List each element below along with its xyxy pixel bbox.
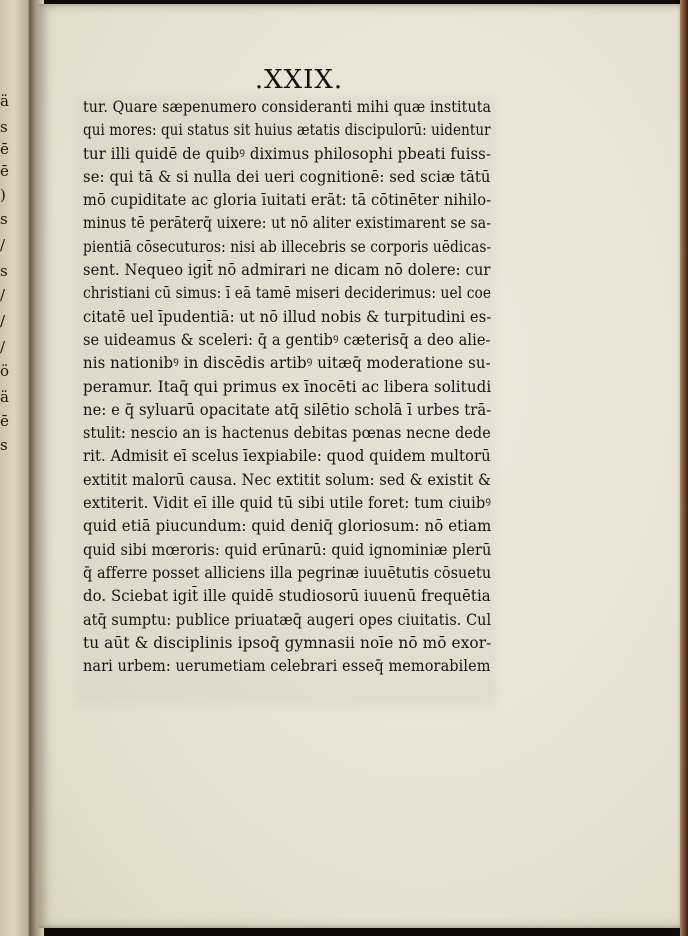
margin-mark: ) [0, 186, 6, 204]
text-line: extitit malorū causa. Nec extitit solum: sed & existit & [83, 470, 492, 489]
margin-mark: ē [0, 162, 9, 180]
text-line: pientiā cōsecuturos: nisi ab illecebris se corporis uēdicas- [83, 237, 492, 256]
text-line: minus tē perāterq̄ uixere: ut nō aliter existimarent se sa- [83, 214, 492, 233]
text-block [83, 96, 493, 678]
text-line: quid etiā piucundum: quid deniq̄ gloriosum: nō etiam [83, 517, 492, 536]
text-line: quid sibi mœroris: quid erūnarū: quid ignominiæ plerū [83, 540, 492, 559]
margin-mark: s [0, 118, 8, 136]
left-page-edge [0, 0, 30, 936]
margin-mark: / [0, 312, 6, 330]
page-edge [680, 0, 688, 936]
text-line: tur illi quidē de quibꝰ diximus philosophi pbeati fuiss- [83, 144, 492, 163]
margin-mark: / [0, 286, 6, 304]
text-line: se uideamus & sceleri: q̄ a gentibꝰ cæterisq̄ a deo alie- [83, 330, 491, 349]
margin-mark: / [0, 236, 6, 254]
text-line: ne: e q̄ syluarū opacitate atq̄ silētio scholā ī urbes trā- [83, 400, 492, 419]
text-line: stulit: nescio an is hactenus debitas pœnas necne dede [83, 424, 491, 443]
text-line: nari urbem: uerumetiam celebrari esseq̄ memorabilem [83, 657, 491, 676]
text-line: tur. Quare sæpenumero consideranti mihi quæ instituta [83, 98, 492, 116]
text-line: tu aūt & disciplinis ipsoq̄ gymnasii noīe nō mō exor- [83, 633, 492, 652]
text-line: do. Sciebat igit̄ ille quidē studiosorū iuuenū frequētia [83, 587, 491, 606]
text-line: citatē uel īpudentiā: ut nō illud nobis & turpitudini es- [83, 307, 492, 326]
margin-mark: ē [0, 140, 9, 158]
text-line: q̄ afferre posset alliciens illa pegrinæ iuuētutis cōsuetu [83, 563, 492, 582]
text-line: peramur. Itaq̄ qui primus ex īnocēti ac libera solitudi [83, 377, 492, 396]
text-line: rit. Admisit eī scelus īexpiabile: quod quidem multorū [83, 447, 491, 466]
margin-mark: / [0, 338, 6, 356]
text-line: nis nationibꝰ in discēdis artibꝰ uitæq̄ moderatione su- [83, 354, 491, 373]
text-line: mō cupiditate ac gloria īuitati erāt: tā cōtinēter nihilo- [83, 191, 492, 210]
text-line: christiani cū simus: ī eā tamē miseri deciderimus: uel coe [83, 284, 492, 303]
text-line: sent. Nequeo igit̄ nō admirari ne dicam nō dolere: cur [83, 261, 491, 280]
margin-mark: s [0, 210, 8, 228]
margin-mark: ö [0, 362, 10, 380]
margin-mark: s [0, 436, 8, 454]
folio-number: .XXIX. [254, 65, 344, 95]
margin-mark: s [0, 262, 8, 280]
text-line: se: qui tā & si nulla dei ueri cognitionē: sed sciæ tātū [83, 167, 491, 186]
text-line: qui mores: qui status sit huius ætatis discipulorū: uidentur [83, 121, 491, 140]
margin-mark: ä [0, 92, 9, 110]
margin-mark: ä [0, 388, 9, 406]
text-line: extiterit. Vidit eī ille quid tū sibi utile foret: tum ciuibꝰ [83, 494, 492, 513]
text-line: atq̄ sumptu: publice priuatæq̄ augeri opes ciuitatis. Cul [83, 610, 492, 629]
margin-mark: ē [0, 412, 9, 430]
